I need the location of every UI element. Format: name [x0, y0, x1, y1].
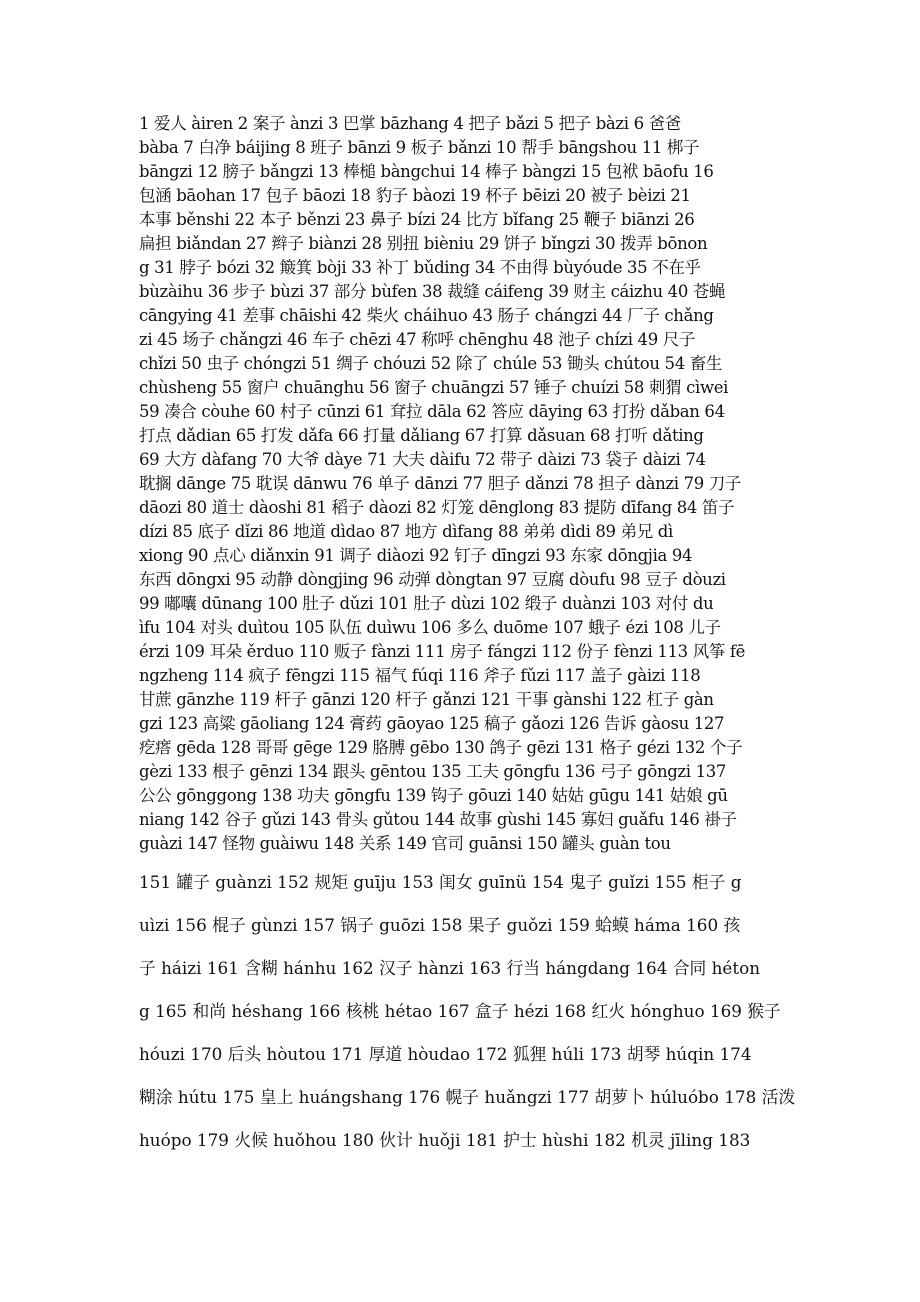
text-line: dízi 85 底子 dǐzi 86 地道 dìdao 87 地方 dìfang 88 弟弟 dìdi 89 弟兄 dì	[139, 522, 673, 541]
text-line: uìzi 156 棍子 gùnzi 157 锅子 guōzi 158 果子 guǒzi 159 蛤蟆 háma 160 孩	[139, 915, 741, 935]
text-line: 甘蔗 gānzhe 119 杆子 gānzi 120 杆子 gǎnzi 121 干事 gànshi 122 杠子 gàn	[139, 690, 714, 709]
text-line: dāozi 80 道士 dàoshi 81 稻子 dàozi 82 灯笼 dēnglong 83 提防 dīfang 84 笛子	[139, 498, 735, 517]
text-line: guàzi 147 怪物 guàiwu 148 关系 149 官司 guānsi 150 罐头 guàn tou	[139, 834, 671, 853]
text-line: 包涵 bāohan 17 包子 bāozi 18 豹子 bàozi 19 杯子 bēizi 20 被子 bèizi 21	[139, 186, 691, 205]
text-line: ìfu 104 对头 duìtou 105 队伍 duìwu 106 多么 duōme 107 蛾子 ézi 108 儿子	[139, 618, 721, 637]
text-line: chǐzi 50 虫子 chóngzi 51 绸子 chóuzi 52 除了 chúle 53 锄头 chútou 54 畜生	[139, 354, 723, 373]
text-line: ngzheng 114 疯子 fēngzi 115 福气 fúqi 116 斧子 fǔzi 117 盖子 gàizi 118	[139, 666, 701, 685]
text-line: 151 罐子 guànzi 152 规矩 guīju 153 闺女 guīnü 154 鬼子 guǐzi 155 柜子 g	[139, 872, 742, 892]
text-line: 1 爱人 àiren 2 案子 ànzi 3 巴掌 bāzhang 4 把子 bǎzi 5 把子 bàzi 6 爸爸	[139, 114, 681, 133]
text-line: 疙瘩 gēda 128 哥哥 gēge 129 胳膊 gēbo 130 鸽子 gēzi 131 格子 gézi 132 个子	[139, 738, 743, 757]
text-line: 糊涂 hútu 175 皇上 huángshang 176 幌子 huǎngzi 177 胡萝卜 húluóbo 178 活泼	[139, 1087, 796, 1107]
text-line: g 31 脖子 bózi 32 簸箕 bòji 33 补丁 bǔding 34 不由得 bùyóude 35 不在乎	[139, 258, 701, 277]
text-line: 打点 dǎdian 65 打发 dǎfa 66 打量 dǎliang 67 打算 dǎsuan 68 打听 dǎting	[139, 426, 704, 445]
text-line: 99 嘟囔 dūnang 100 肚子 dǔzi 101 肚子 dùzi 102 缎子 duànzi 103 对付 du	[139, 594, 714, 613]
text-line: niang 142 谷子 gǔzi 143 骨头 gǔtou 144 故事 gùshi 145 寡妇 guǎfu 146 褂子	[139, 810, 737, 829]
text-line: g 165 和尚 héshang 166 核桃 hétao 167 盒子 hézi 168 红火 hónghuo 169 猴子	[139, 1001, 781, 1021]
text-line: 公公 gōnggong 138 功夫 gōngfu 139 钩子 gōuzi 140 姑姑 gūgu 141 姑娘 gū	[139, 786, 728, 805]
text-line: bàba 7 白净 báijing 8 班子 bānzi 9 板子 bǎnzi 10 帮手 bāngshou 11 梆子	[139, 138, 700, 157]
text-line: chùsheng 55 窗户 chuānghu 56 窗子 chuāngzi 57 锤子 chuízi 58 刺猬 cìwei	[139, 378, 729, 397]
text-line: 扁担 biǎndan 27 辫子 biànzi 28 别扭 bièniu 29 饼子 bǐngzi 30 拨弄 bōnon	[139, 234, 708, 253]
text-line: cāngying 41 差事 chāishi 42 柴火 cháihuo 43 肠子 chángzi 44 厂子 chǎng	[139, 306, 714, 325]
text-line: huópo 179 火候 huǒhou 180 伙计 huǒji 181 护士 hùshi 182 机灵 jīling 183	[139, 1130, 751, 1150]
text-line: zi 45 场子 chǎngzi 46 车子 chēzi 47 称呼 chēnghu 48 池子 chízi 49 尺子	[139, 330, 696, 349]
text-line: 59 凑合 còuhe 60 村子 cūnzi 61 耷拉 dāla 62 答应 dāying 63 打扮 dǎban 64	[139, 402, 725, 421]
text-line: bùzàihu 36 步子 bùzi 37 部分 bùfen 38 裁缝 cáifeng 39 财主 cáizhu 40 苍蝇	[139, 282, 726, 301]
text-line: érzi 109 耳朵 ěrduo 110 贩子 fànzi 111 房子 fángzi 112 份子 fènzi 113 风筝 fē	[139, 642, 746, 661]
text-line: 子 háizi 161 含糊 hánhu 162 汉子 hànzi 163 行当 hángdang 164 合同 héton	[139, 958, 761, 978]
text-line: 本事 běnshi 22 本子 běnzi 23 鼻子 bízi 24 比方 bǐfang 25 鞭子 biānzi 26	[139, 210, 695, 229]
text-line: 耽搁 dānge 75 耽误 dānwu 76 单子 dānzi 77 胆子 dǎnzi 78 担子 dànzi 79 刀子	[139, 474, 742, 493]
text-line: hóuzi 170 后头 hòutou 171 厚道 hòudao 172 狐狸 húli 173 胡琴 húqin 174	[139, 1044, 752, 1064]
text-line: gèzi 133 根子 gēnzi 134 跟头 gēntou 135 工夫 gōngfu 136 弓子 gōngzi 137	[139, 762, 727, 781]
text-line: xiong 90 点心 diǎnxin 91 调子 diàozi 92 钉子 dīngzi 93 东家 dōngjia 94	[139, 546, 693, 565]
text-line: gzi 123 高粱 gāoliang 124 膏药 gāoyao 125 稿子 gǎozi 126 告诉 gàosu 127	[139, 714, 725, 733]
text-line: 东西 dōngxi 95 动静 dòngjing 96 动弹 dòngtan 97 豆腐 dòufu 98 豆子 dòuzi	[139, 570, 726, 589]
text-line: 69 大方 dàfang 70 大爷 dàye 71 大夫 dàifu 72 带子 dàizi 73 袋子 dàizi 74	[139, 450, 706, 469]
text-line: bāngzi 12 膀子 bǎngzi 13 棒槌 bàngchui 14 棒子 bàngzi 15 包袱 bāofu 16	[139, 162, 714, 181]
